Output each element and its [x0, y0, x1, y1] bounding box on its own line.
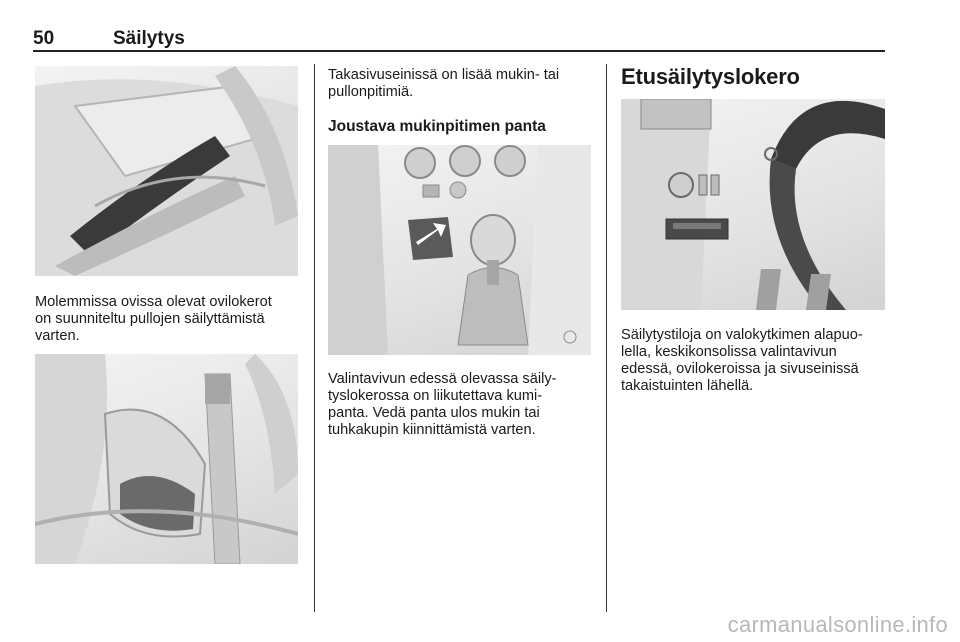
door-pocket-text: Molemmissa ovissa olevat ovilokerot on suunniteltu pullojen säilyttämistä varten. [35, 294, 272, 344]
rear-side-holder-illustration [35, 354, 298, 564]
chapter-title: Säilytys [113, 28, 185, 49]
front-storage-heading: Etusäilytyslokero [621, 64, 800, 89]
door-pocket-illustration [35, 66, 298, 276]
page-number: 50 [33, 28, 55, 49]
cup-strap-subheading: Joustava mukinpitimen panta [328, 118, 546, 135]
front-storage-text: Säilytystiloja on valokytkimen alapuo- lella, keskikonsolissa valintavivun edessä, ovilokeroissa ja sivuseinissä takaistuinten lähellä. [621, 327, 863, 394]
watermark: carmanualsonline.info [727, 612, 948, 637]
cup-strap-text: Valintavivun edessä olevassa säily- tyslokerossa on liikutettava kumi- panta. Vedä panta ulos mukin tai tuhkakupin kiinnittämistä varten. [328, 371, 557, 438]
page-header [33, 24, 885, 52]
header-rule [33, 50, 885, 52]
rear-holders-text: Takasivuseinissä on lisää mukin- tai pullonpitimiä. [328, 67, 560, 100]
column-separator [606, 64, 607, 612]
column-separator [314, 64, 315, 612]
cup-strap-illustration [328, 145, 591, 355]
front-storage-illustration [621, 99, 885, 310]
